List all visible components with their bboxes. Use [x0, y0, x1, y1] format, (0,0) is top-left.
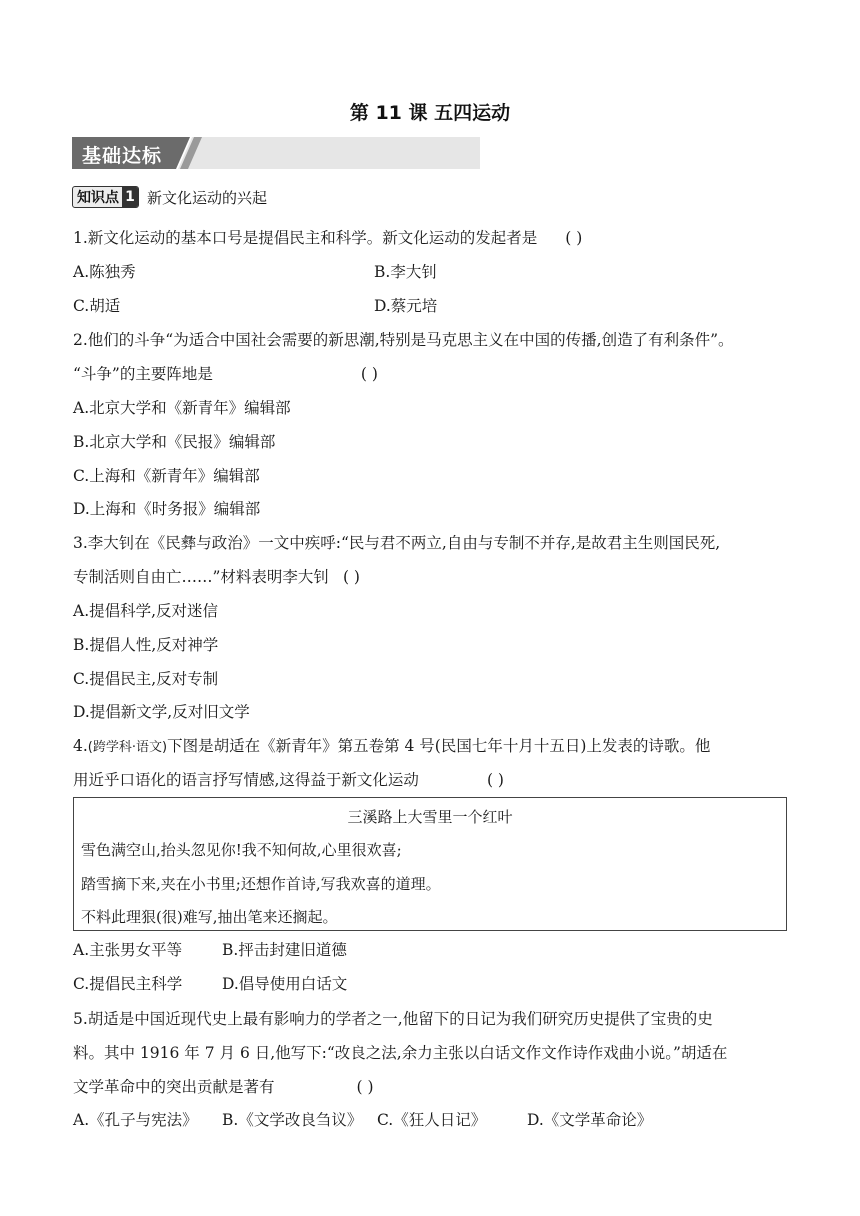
question-3-line-1: 3.李大钊在《民彝与政治》一文中疾呼:“民与君不两立,自由与专制不并存,是故君主生则国民死, — [73, 534, 721, 552]
section-banner — [72, 137, 480, 169]
section-label: 基础达标 — [82, 145, 163, 167]
answer-paren: ( ) — [565, 229, 583, 247]
answer-paren: ( ) — [360, 365, 378, 383]
poem-box — [73, 797, 787, 931]
knowledge-point-badge-text: 知识点 — [77, 190, 119, 206]
question-4-tag: (跨学科·语文) — [87, 740, 168, 755]
question-3-line-2: 专制活则自由亡……”材料表明李大钊 — [73, 568, 329, 586]
question-5-option-b: B.《文学改良刍议》 — [222, 1111, 363, 1129]
question-4-option-d: D.倡导使用白话文 — [222, 975, 348, 993]
question-5-line-3: 文学革命中的突出贡献是著有 — [73, 1078, 275, 1096]
poem-line-1: 雪色满空山,抬头忽见你!我不知何故,心里很欢喜; — [81, 841, 402, 859]
question-2-option-c: C.上海和《新青年》编辑部 — [73, 467, 260, 485]
answer-paren: ( ) — [356, 1078, 374, 1096]
poem-line-2: 踏雪摘下来,夹在小书里;还想作首诗,写我欢喜的道理。 — [81, 875, 441, 893]
question-3-option-c: C.提倡民主,反对专制 — [73, 670, 219, 688]
question-1-option-d: D.蔡元培 — [374, 297, 438, 315]
question-4-line-2: 用近乎口语化的语言抒写情感,这得益于新文化运动 — [73, 771, 419, 789]
knowledge-point-title: 新文化运动的兴起 — [147, 188, 268, 207]
knowledge-point-header — [72, 186, 267, 208]
question-2-line-2-wrap — [73, 363, 378, 385]
question-2-line-1: 2.他们的斗争“为适合中国社会需要的新思潮,特别是马克思主义在中国的传播,创造了有利条件”。 — [73, 331, 734, 349]
question-3-option-b: B.提倡人性,反对神学 — [73, 636, 219, 654]
answer-paren: ( ) — [342, 568, 360, 586]
question-1-option-a: A.陈独秀 — [73, 263, 136, 281]
question-5-line-2: 料。其中 1916 年 7 月 6 日,他写下:“改良之法,余力主张以白话文作文作诗作戏曲小说。”胡适在 — [73, 1044, 728, 1062]
page-title: 第 11 课 五四运动 — [349, 102, 511, 124]
poem-line-3: 不料此理狠(很)难写,抽出笔来还搁起。 — [81, 908, 338, 926]
question-5-option-c: C.《狂人日记》 — [377, 1111, 487, 1129]
answer-paren: ( ) — [486, 771, 504, 789]
question-1-option-b: B.李大钊 — [374, 263, 437, 281]
question-3-line-2-wrap — [73, 566, 360, 588]
question-1-line-1: 1.新文化运动的基本口号是提倡民主和科学。新文化运动的发起者是 — [73, 229, 538, 247]
question-2-option-b: B.北京大学和《民报》编辑部 — [73, 433, 276, 451]
question-4-option-b: B.抨击封建旧道德 — [222, 941, 347, 959]
question-2-line-2: “斗争”的主要阵地是 — [73, 365, 213, 383]
question-4-line-1 — [73, 735, 710, 759]
question-5-line-1: 5.胡适是中国近现代史上最有影响力的学者之一,他留下的日记为我们研究历史提供了宝贵的史 — [73, 1010, 713, 1028]
question-4-option-a: A.主张男女平等 — [73, 941, 183, 959]
question-4-number: 4. — [73, 737, 88, 755]
question-2-option-d: D.上海和《时务报》编辑部 — [73, 500, 261, 518]
question-4-line-1-text: 下图是胡适在《新青年》第五卷第 4 号(民国七年十月十五日)上发表的诗歌。他 — [167, 737, 711, 755]
knowledge-point-badge — [72, 186, 139, 208]
question-4-line-2-wrap — [73, 769, 504, 791]
question-1-stem — [73, 227, 582, 249]
knowledge-point-number: 1 — [122, 187, 138, 207]
question-3-option-a: A.提倡科学,反对迷信 — [73, 602, 219, 620]
question-4-option-c: C.提倡民主科学 — [73, 975, 183, 993]
question-5-option-a: A.《孔子与宪法》 — [73, 1111, 198, 1129]
question-1-option-c: C.胡适 — [73, 297, 121, 315]
question-2-option-a: A.北京大学和《新青年》编辑部 — [73, 399, 291, 417]
question-3-option-d: D.提倡新文学,反对旧文学 — [73, 703, 250, 721]
question-5-option-d: D.《文学革命论》 — [527, 1111, 653, 1129]
poem-title: 三溪路上大雪里一个红叶 — [347, 808, 513, 826]
question-5-line-3-wrap — [73, 1076, 374, 1098]
